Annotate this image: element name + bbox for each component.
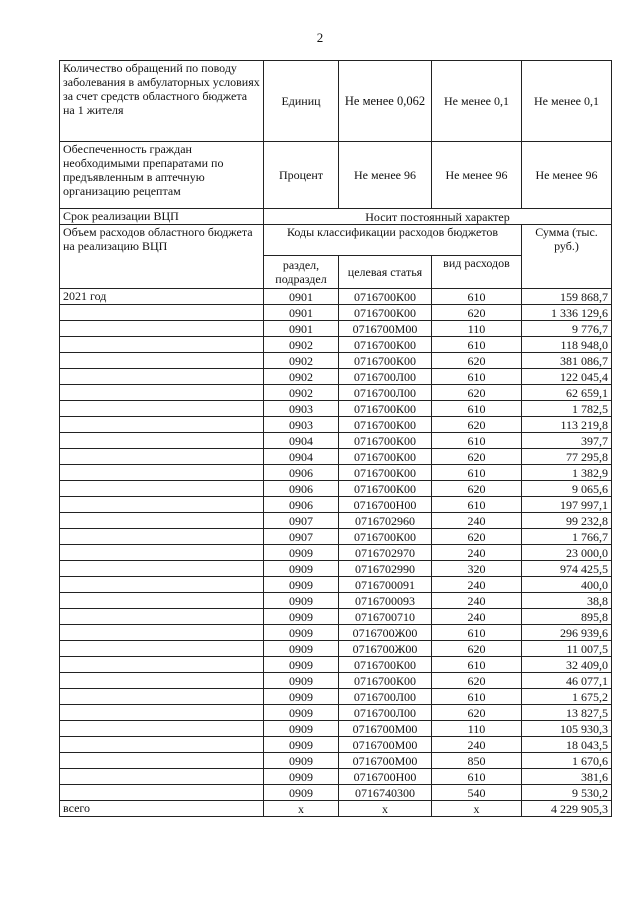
target-cell: 0716700К00	[339, 289, 432, 305]
type-cell: 850	[432, 753, 522, 769]
section-cell: 0906	[264, 465, 339, 481]
type-cell: 610	[432, 769, 522, 785]
section-cell: 0909	[264, 753, 339, 769]
budget-row	[60, 545, 612, 561]
sum-cell: 105 930,3	[522, 721, 612, 737]
year-cell	[60, 417, 264, 433]
sum-cell: 32 409,0	[522, 657, 612, 673]
budget-header-row	[60, 225, 612, 256]
target-cell: 0716702960	[339, 513, 432, 529]
year-cell	[60, 481, 264, 497]
budget-row	[60, 625, 612, 641]
sum-cell: 296 939,6	[522, 625, 612, 641]
year-cell	[60, 369, 264, 385]
type-cell: 620	[432, 481, 522, 497]
section-cell: 0902	[264, 337, 339, 353]
indicator-name: Количество обращений по поводу заболевания в амбулаторных условиях за счет средств областного бюджета на 1 жителя	[60, 61, 264, 142]
sum-header: Сумма (тыс. руб.)	[522, 225, 612, 289]
target-cell: 0716700М00	[339, 753, 432, 769]
budget-row	[60, 337, 612, 353]
col-type-header: вид расходов	[432, 256, 522, 289]
type-cell: 620	[432, 305, 522, 321]
sum-cell: 11 007,5	[522, 641, 612, 657]
target-cell: 0716700К00	[339, 673, 432, 689]
codes-header: Коды классификации расходов бюджетов	[264, 225, 522, 256]
budget-row	[60, 657, 612, 673]
sum-cell: 397,7	[522, 433, 612, 449]
section-cell: 0909	[264, 737, 339, 753]
indicator-row	[60, 61, 612, 142]
budget-row	[60, 417, 612, 433]
year-cell	[60, 737, 264, 753]
year-cell	[60, 673, 264, 689]
section-cell: 0901	[264, 289, 339, 305]
type-cell: 610	[432, 689, 522, 705]
type-cell: 610	[432, 657, 522, 673]
type-cell: 620	[432, 449, 522, 465]
budget-row	[60, 385, 612, 401]
year-cell	[60, 449, 264, 465]
indicator-value-1: Не менее 0,062	[339, 61, 432, 142]
type-cell: 320	[432, 561, 522, 577]
target-cell: 0716700Н00	[339, 497, 432, 513]
indicator-value-1: Не менее 96	[339, 142, 432, 209]
indicator-name: Обеспеченность граждан необходимыми препаратами по предъявленным в аптечную организацию рецептам	[60, 142, 264, 209]
section-cell: 0909	[264, 705, 339, 721]
section-cell: 0909	[264, 561, 339, 577]
budget-row	[60, 577, 612, 593]
target-cell: 0716700К00	[339, 353, 432, 369]
section-cell: 0901	[264, 305, 339, 321]
year-cell	[60, 657, 264, 673]
type-cell: 610	[432, 337, 522, 353]
type-cell: 110	[432, 321, 522, 337]
target-cell: 0716700Л00	[339, 689, 432, 705]
sum-cell: 1 782,5	[522, 401, 612, 417]
budget-row	[60, 433, 612, 449]
sum-cell: 974 425,5	[522, 561, 612, 577]
total-type: х	[432, 801, 522, 817]
year-cell	[60, 337, 264, 353]
year-cell	[60, 513, 264, 529]
sum-cell: 1 670,6	[522, 753, 612, 769]
indicator-row	[60, 142, 612, 209]
sum-cell: 77 295,8	[522, 449, 612, 465]
target-cell: 0716700К00	[339, 465, 432, 481]
section-cell: 0909	[264, 769, 339, 785]
sum-cell: 1 675,2	[522, 689, 612, 705]
section-cell: 0907	[264, 529, 339, 545]
year-cell	[60, 305, 264, 321]
sum-cell: 99 232,8	[522, 513, 612, 529]
type-cell: 620	[432, 673, 522, 689]
term-value: Носит постоянный характер	[264, 209, 612, 225]
budget-row	[60, 737, 612, 753]
section-cell: 0909	[264, 657, 339, 673]
budget-row	[60, 449, 612, 465]
budget-row	[60, 305, 612, 321]
budget-label: Объем расходов областного бюджета на реализацию ВЦП	[60, 225, 264, 289]
target-cell: 0716700К00	[339, 449, 432, 465]
type-cell: 610	[432, 625, 522, 641]
year-cell	[60, 769, 264, 785]
total-row	[60, 801, 612, 817]
section-cell: 0909	[264, 593, 339, 609]
section-cell: 0902	[264, 353, 339, 369]
year-cell	[60, 705, 264, 721]
budget-row	[60, 481, 612, 497]
year-cell	[60, 497, 264, 513]
section-cell: 0906	[264, 497, 339, 513]
year-cell	[60, 401, 264, 417]
section-cell: 0907	[264, 513, 339, 529]
type-cell: 620	[432, 385, 522, 401]
budget-row	[60, 641, 612, 657]
year-cell	[60, 625, 264, 641]
target-cell: 0716700М00	[339, 321, 432, 337]
year-cell	[60, 545, 264, 561]
type-cell: 610	[432, 289, 522, 305]
section-cell: 0901	[264, 321, 339, 337]
indicator-value-2: Не менее 96	[432, 142, 522, 209]
target-cell: 0716700М00	[339, 737, 432, 753]
budget-row	[60, 593, 612, 609]
year-cell	[60, 385, 264, 401]
budget-row	[60, 497, 612, 513]
type-cell: 110	[432, 721, 522, 737]
indicator-unit: Единиц	[264, 61, 339, 142]
type-cell: 240	[432, 513, 522, 529]
year-cell	[60, 721, 264, 737]
type-cell: 620	[432, 353, 522, 369]
section-cell: 0909	[264, 641, 339, 657]
section-cell: 0902	[264, 369, 339, 385]
target-cell: 0716700К00	[339, 529, 432, 545]
sum-cell: 62 659,1	[522, 385, 612, 401]
year-cell	[60, 433, 264, 449]
budget-row	[60, 753, 612, 769]
sum-cell: 381 086,7	[522, 353, 612, 369]
target-cell: 0716700М00	[339, 721, 432, 737]
type-cell: 610	[432, 465, 522, 481]
section-cell: 0903	[264, 417, 339, 433]
year-cell	[60, 689, 264, 705]
section-cell: 0909	[264, 577, 339, 593]
sum-cell: 18 043,5	[522, 737, 612, 753]
indicator-unit: Процент	[264, 142, 339, 209]
sum-cell: 122 045,4	[522, 369, 612, 385]
sum-cell: 895,8	[522, 609, 612, 625]
year-cell	[60, 577, 264, 593]
budget-row	[60, 689, 612, 705]
type-cell: 240	[432, 577, 522, 593]
budget-row	[60, 321, 612, 337]
sum-cell: 1 336 129,6	[522, 305, 612, 321]
type-cell: 610	[432, 401, 522, 417]
year-cell	[60, 641, 264, 657]
sum-cell: 113 219,8	[522, 417, 612, 433]
total-label: всего	[60, 801, 264, 817]
target-cell: 0716700Ж00	[339, 625, 432, 641]
total-target: х	[339, 801, 432, 817]
total-section: х	[264, 801, 339, 817]
target-cell: 0716700Л00	[339, 705, 432, 721]
col-section-header: раздел, подраздел	[264, 256, 339, 289]
year-cell	[60, 609, 264, 625]
year-cell	[60, 321, 264, 337]
type-cell: 540	[432, 785, 522, 801]
year-cell	[60, 593, 264, 609]
budget-row	[60, 561, 612, 577]
target-cell: 0716700Л00	[339, 369, 432, 385]
target-cell: 0716700К00	[339, 433, 432, 449]
target-cell: 0716700091	[339, 577, 432, 593]
year-cell	[60, 561, 264, 577]
budget-row	[60, 369, 612, 385]
target-cell: 0716700К00	[339, 401, 432, 417]
section-cell: 0909	[264, 545, 339, 561]
indicator-value-3: Не менее 0,1	[522, 61, 612, 142]
target-cell: 0716700093	[339, 593, 432, 609]
budget-row	[60, 513, 612, 529]
sum-cell: 1 766,7	[522, 529, 612, 545]
sum-cell: 118 948,0	[522, 337, 612, 353]
target-cell: 0716700К00	[339, 305, 432, 321]
type-cell: 240	[432, 593, 522, 609]
year-cell	[60, 465, 264, 481]
budget-row	[60, 289, 612, 305]
indicator-value-2: Не менее 0,1	[432, 61, 522, 142]
year-cell: 2021 год	[60, 289, 264, 305]
sum-cell: 46 077,1	[522, 673, 612, 689]
section-cell: 0906	[264, 481, 339, 497]
section-cell: 0904	[264, 449, 339, 465]
budget-row	[60, 609, 612, 625]
budget-row	[60, 769, 612, 785]
budget-row	[60, 705, 612, 721]
target-cell: 0716700710	[339, 609, 432, 625]
type-cell: 620	[432, 417, 522, 433]
section-cell: 0909	[264, 689, 339, 705]
budget-row	[60, 673, 612, 689]
col-target-header: целевая статья	[339, 256, 432, 289]
total-sum: 4 229 905,3	[522, 801, 612, 817]
year-cell	[60, 753, 264, 769]
sum-cell: 381,6	[522, 769, 612, 785]
section-cell: 0909	[264, 625, 339, 641]
budget-row	[60, 785, 612, 801]
sum-cell: 38,8	[522, 593, 612, 609]
page-number: 2	[316, 30, 324, 45]
sum-cell: 197 997,1	[522, 497, 612, 513]
section-cell: 0909	[264, 609, 339, 625]
type-cell: 620	[432, 641, 522, 657]
program-table	[59, 60, 612, 817]
term-label: Срок реализации ВЦП	[60, 209, 264, 225]
type-cell: 620	[432, 705, 522, 721]
budget-row	[60, 353, 612, 369]
year-cell	[60, 785, 264, 801]
budget-row	[60, 721, 612, 737]
target-cell: 0716700Ж00	[339, 641, 432, 657]
sum-cell: 159 868,7	[522, 289, 612, 305]
target-cell: 0716700К00	[339, 481, 432, 497]
budget-row	[60, 401, 612, 417]
budget-row	[60, 465, 612, 481]
type-cell: 240	[432, 545, 522, 561]
type-cell: 240	[432, 737, 522, 753]
type-cell: 610	[432, 433, 522, 449]
target-cell: 0716700Н00	[339, 769, 432, 785]
sum-cell: 13 827,5	[522, 705, 612, 721]
type-cell: 610	[432, 497, 522, 513]
target-cell: 0716702990	[339, 561, 432, 577]
type-cell: 240	[432, 609, 522, 625]
budget-row	[60, 529, 612, 545]
year-cell	[60, 353, 264, 369]
sum-cell: 9 530,2	[522, 785, 612, 801]
target-cell: 0716700К00	[339, 337, 432, 353]
target-cell: 0716700Л00	[339, 385, 432, 401]
section-cell: 0909	[264, 721, 339, 737]
section-cell: 0902	[264, 385, 339, 401]
section-cell: 0903	[264, 401, 339, 417]
target-cell: 0716702970	[339, 545, 432, 561]
section-cell: 0909	[264, 673, 339, 689]
type-cell: 620	[432, 529, 522, 545]
sum-cell: 400,0	[522, 577, 612, 593]
sum-cell: 9 065,6	[522, 481, 612, 497]
target-cell: 0716700К00	[339, 417, 432, 433]
sum-cell: 9 776,7	[522, 321, 612, 337]
target-cell: 0716700К00	[339, 657, 432, 673]
term-row	[60, 209, 612, 225]
type-cell: 610	[432, 369, 522, 385]
target-cell: 0716740300	[339, 785, 432, 801]
year-cell	[60, 529, 264, 545]
indicator-value-3: Не менее 96	[522, 142, 612, 209]
section-cell: 0904	[264, 433, 339, 449]
section-cell: 0909	[264, 785, 339, 801]
sum-cell: 1 382,9	[522, 465, 612, 481]
sum-cell: 23 000,0	[522, 545, 612, 561]
